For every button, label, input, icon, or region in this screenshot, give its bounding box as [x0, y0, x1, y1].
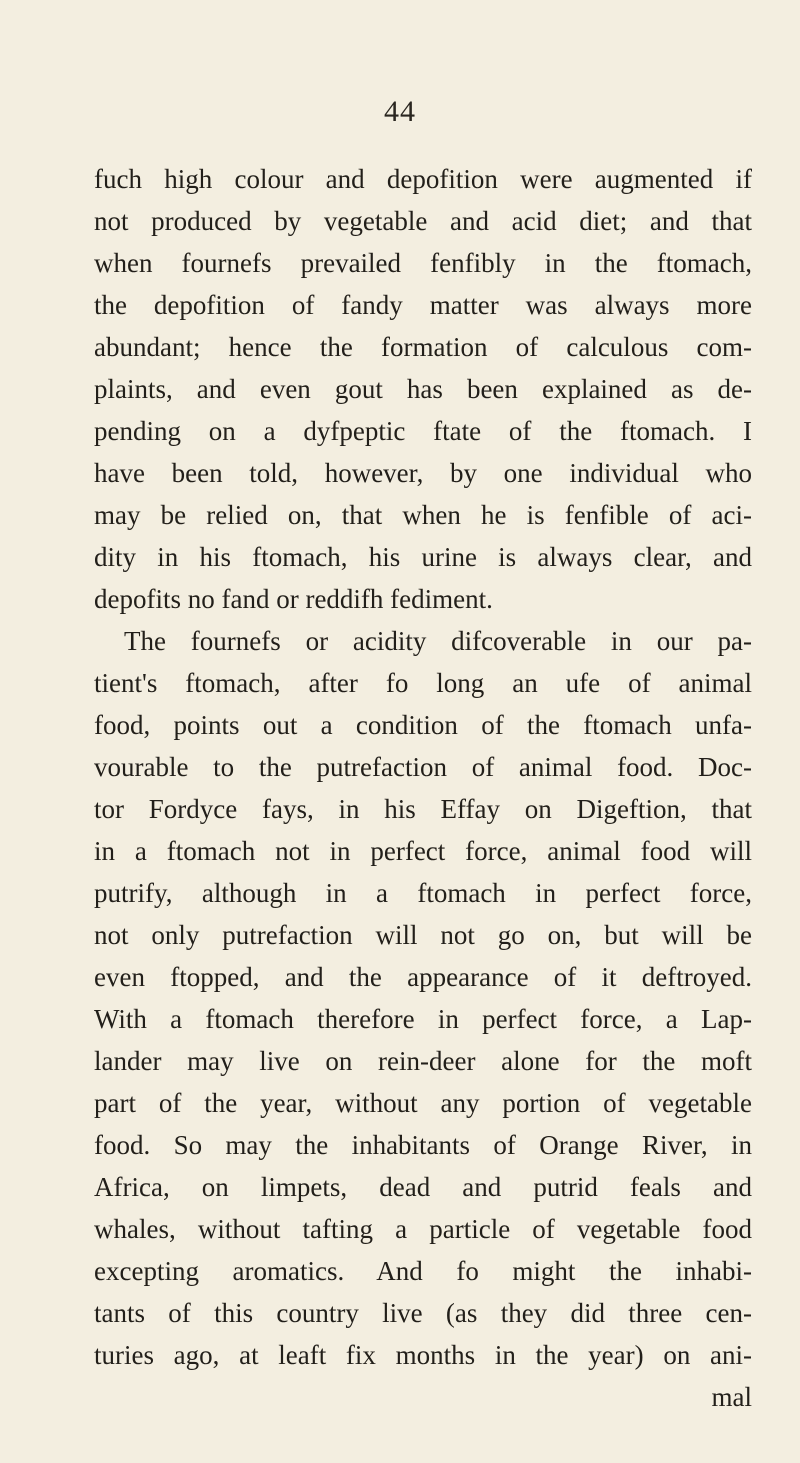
text-line: have been told, however, by one individual who [94, 458, 752, 488]
text-line: food, points out a condition of the ftomach unfa- [94, 710, 752, 740]
text-line: With a ftomach therefore in perfect force, a Lap- [94, 1004, 752, 1034]
text-line: tor Fordyce fays, in his Effay on Digeftion, that [94, 794, 752, 824]
text-line: whales, without tafting a particle of vegetable food [94, 1214, 752, 1244]
text-line: the depofition of fandy matter was always more [94, 290, 752, 320]
text-line: vourable to the putrefaction of animal food. Doc- [94, 752, 752, 782]
text-line: fuch high colour and depofition were augmented if [94, 164, 752, 194]
text-line: tient's ftomach, after fo long an ufe of animal [94, 668, 752, 698]
text-line: The fournefs or acidity difcoverable in our pa- [124, 626, 752, 656]
text-line: in a ftomach not in perfect force, animal food will [94, 836, 752, 866]
text-line: pending on a dyfpeptic ftate of the ftomach. I [94, 416, 752, 446]
text-line: abundant; hence the formation of calculous com- [94, 332, 752, 362]
text-line: part of the year, without any portion of vegetable [94, 1088, 752, 1118]
text-line: food. So may the inhabitants of Orange River, in [94, 1130, 752, 1160]
text-line: when fournefs prevailed fenfibly in the ftomach, [94, 248, 752, 278]
text-line: lander may live on rein-deer alone for the moft [94, 1046, 752, 1076]
text-line: plaints, and even gout has been explained as de- [94, 374, 752, 404]
text-line: not produced by vegetable and acid diet; and that [94, 206, 752, 236]
text-line: dity in his ftomach, his urine is always clear, and [94, 542, 752, 572]
text-line: depofits no fand or reddifh fediment. [94, 584, 493, 614]
text-line: even ftopped, and the appearance of it deftroyed. [94, 962, 752, 992]
text-line: tants of this country live (as they did three cen- [94, 1298, 752, 1328]
text-line: excepting aromatics. And fo might the inhabi- [94, 1256, 752, 1286]
body-text [94, 158, 752, 1418]
text-line: not only putrefaction will not go on, but will be [94, 920, 752, 950]
text-line: may be relied on, that when he is fenfible of aci- [94, 500, 752, 530]
text-line: putrify, although in a ftomach in perfect force, [94, 878, 752, 908]
text-line: turies ago, at leaft fix months in the year) on ani- [94, 1340, 752, 1370]
page-number: 44 [384, 95, 416, 128]
text-line: Africa, on limpets, dead and putrid feals and [94, 1172, 752, 1202]
text-line: mal [711, 1382, 752, 1412]
